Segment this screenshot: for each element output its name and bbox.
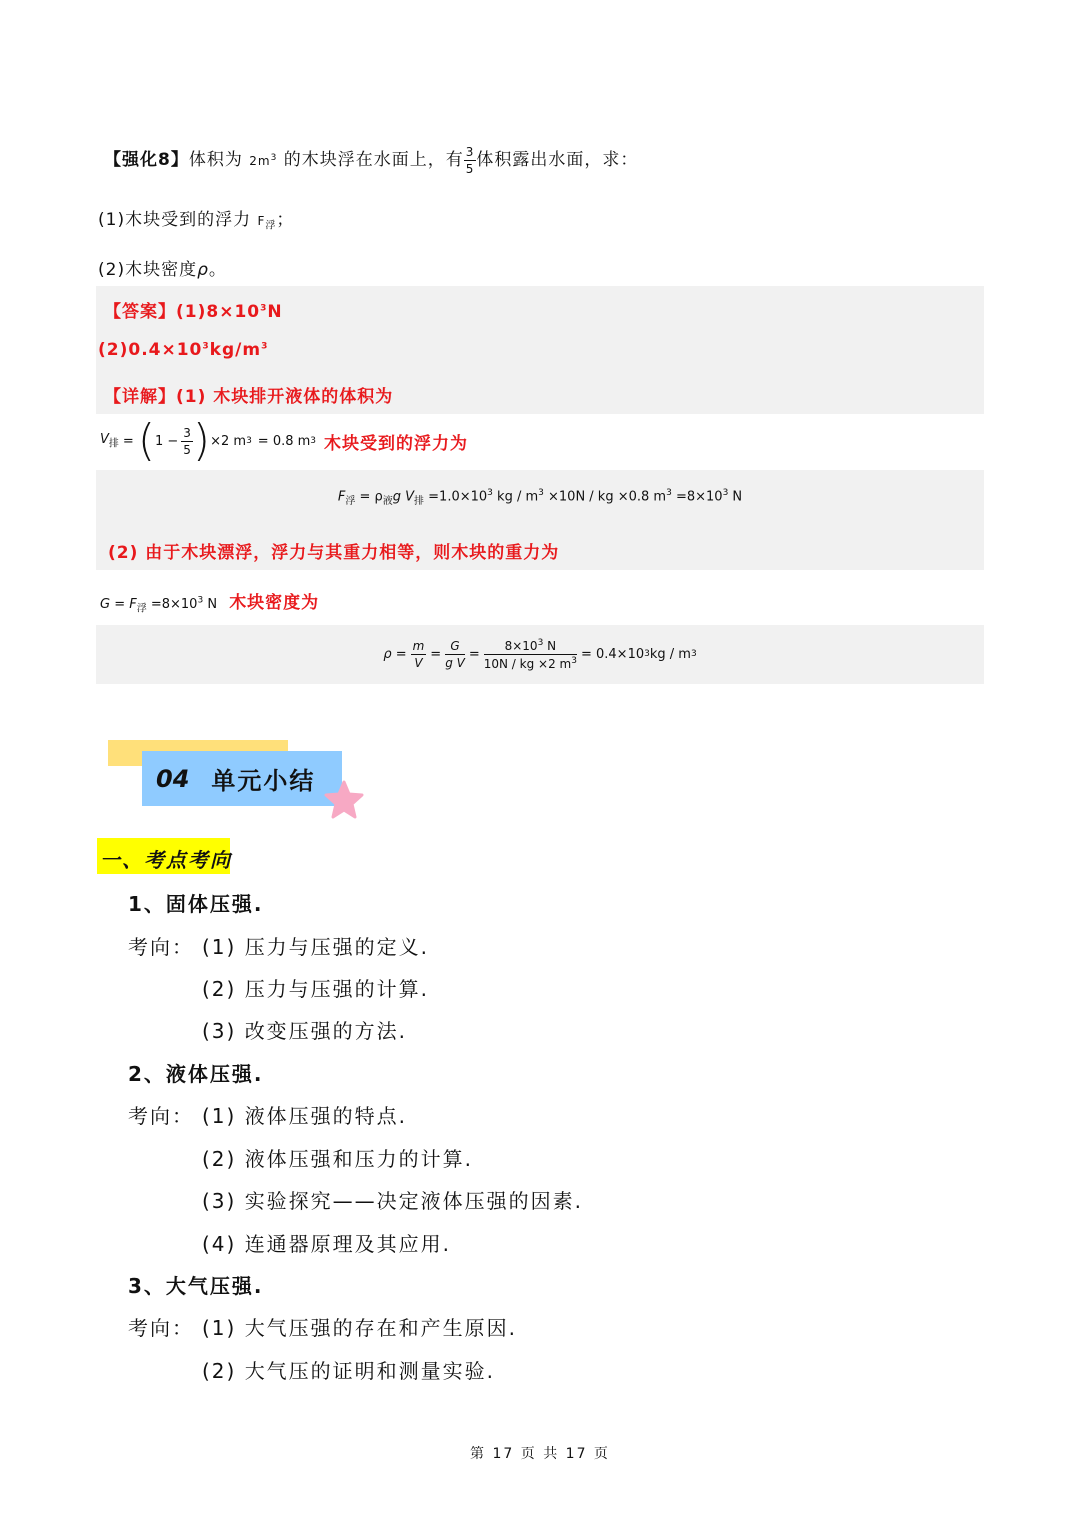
problem-tag: 【强化8】 [104,150,189,170]
topic-2-item: (2) 液体压强和压力的计算. [202,1147,474,1171]
section-title: 单元小结 [211,767,316,795]
density-equation: ρ = $\frac{m}{V}$ = $\frac{G}{\text{g V}}$ = $\frac{8\times 10^3 N}{10N / kg \times 2 m^3}$ = 0.4×10 3 kg / m 3 [383,637,697,671]
explain-line-2: (2) 由于木块漂浮，浮力与其重力相等，则木块的重力为 [108,543,560,563]
kaoxiang-label-3: 考向： [128,1316,194,1340]
explain-tag: 【详解】 [104,387,176,407]
answer-line-1: 【答案】$(1)8\times 10^3N$ [104,302,283,322]
outline-heading: 一、考点考向 [100,848,232,872]
topic-3-item: (2) 大气压的证明和测量实验. [202,1359,496,1383]
topic-1-item: (2) 压力与压强的计算. [202,977,430,1001]
topic-3: 3、大气压强. [128,1274,264,1298]
explain-density-label: 木块密度为 [229,593,320,613]
kaoxiang-label-2: 考向： [128,1104,194,1128]
question-1: (1)木块受到的浮力 $F_浮$； [98,210,295,232]
problem-intro-b: 的木块浮在水面上，有 [283,150,464,170]
section-header [142,751,342,806]
topic-3-item: (1) 大气压强的存在和产生原因. [202,1316,518,1340]
problem-statement [104,145,638,175]
topic-1-item: (1) 压力与压强的定义. [202,935,430,959]
explain-line-1: 【详解】(1) 木块排开液体的体积为 [104,387,394,407]
problem-intro-a: 体积为 [188,150,243,170]
problem-volume: $2m^3$ [249,153,278,168]
topic-2-item: (1) 液体压强的特点. [202,1104,408,1128]
section-number: 04 [156,764,190,793]
question-2: (2)木块密度ρ。 [98,260,227,280]
topic-1-item: (3) 改变压强的方法. [202,1019,408,1043]
topic-2: 2、液体压强. [128,1062,264,1086]
star-icon [324,780,364,820]
volume-equation: $V_排$ = ( 1 − $\frac{3}{5}$ ) ×2 m 3 = 0.8 m 3 木块受到的浮力为 [100,415,469,466]
topic-2-item: (3) 实验探究——决定液体压强的因素. [202,1189,584,1213]
force-equation: $F_浮 = \rho_液g$ $V_排 =1.0\times 10^3$ kg / $m^3 \times 10N$ / kg ×0.8 $m^3 =8\times 10^3$ N [337,488,743,507]
explain-buoyancy-label: 木块受到的浮力为 [324,433,469,454]
topic-1: 1、固体压强. [128,892,264,916]
page-footer: 第 17 页 共 17 页 [470,1446,610,1462]
gravity-equation: $G = F_浮 =8\times 10^3$ N 木块密度为 [100,593,320,615]
answer-line-2: $(2)0.4\times 10^3kg/m^3$ [98,340,269,360]
answer-tag: 【答案】 [104,302,176,322]
problem-intro-c: 体积露出水面，求： [476,150,639,170]
problem-fraction: $\frac{3}{5}$ [465,144,475,176]
kaoxiang-label-1: 考向： [128,935,194,959]
topic-2-item: (4) 连通器原理及其应用. [202,1232,452,1256]
